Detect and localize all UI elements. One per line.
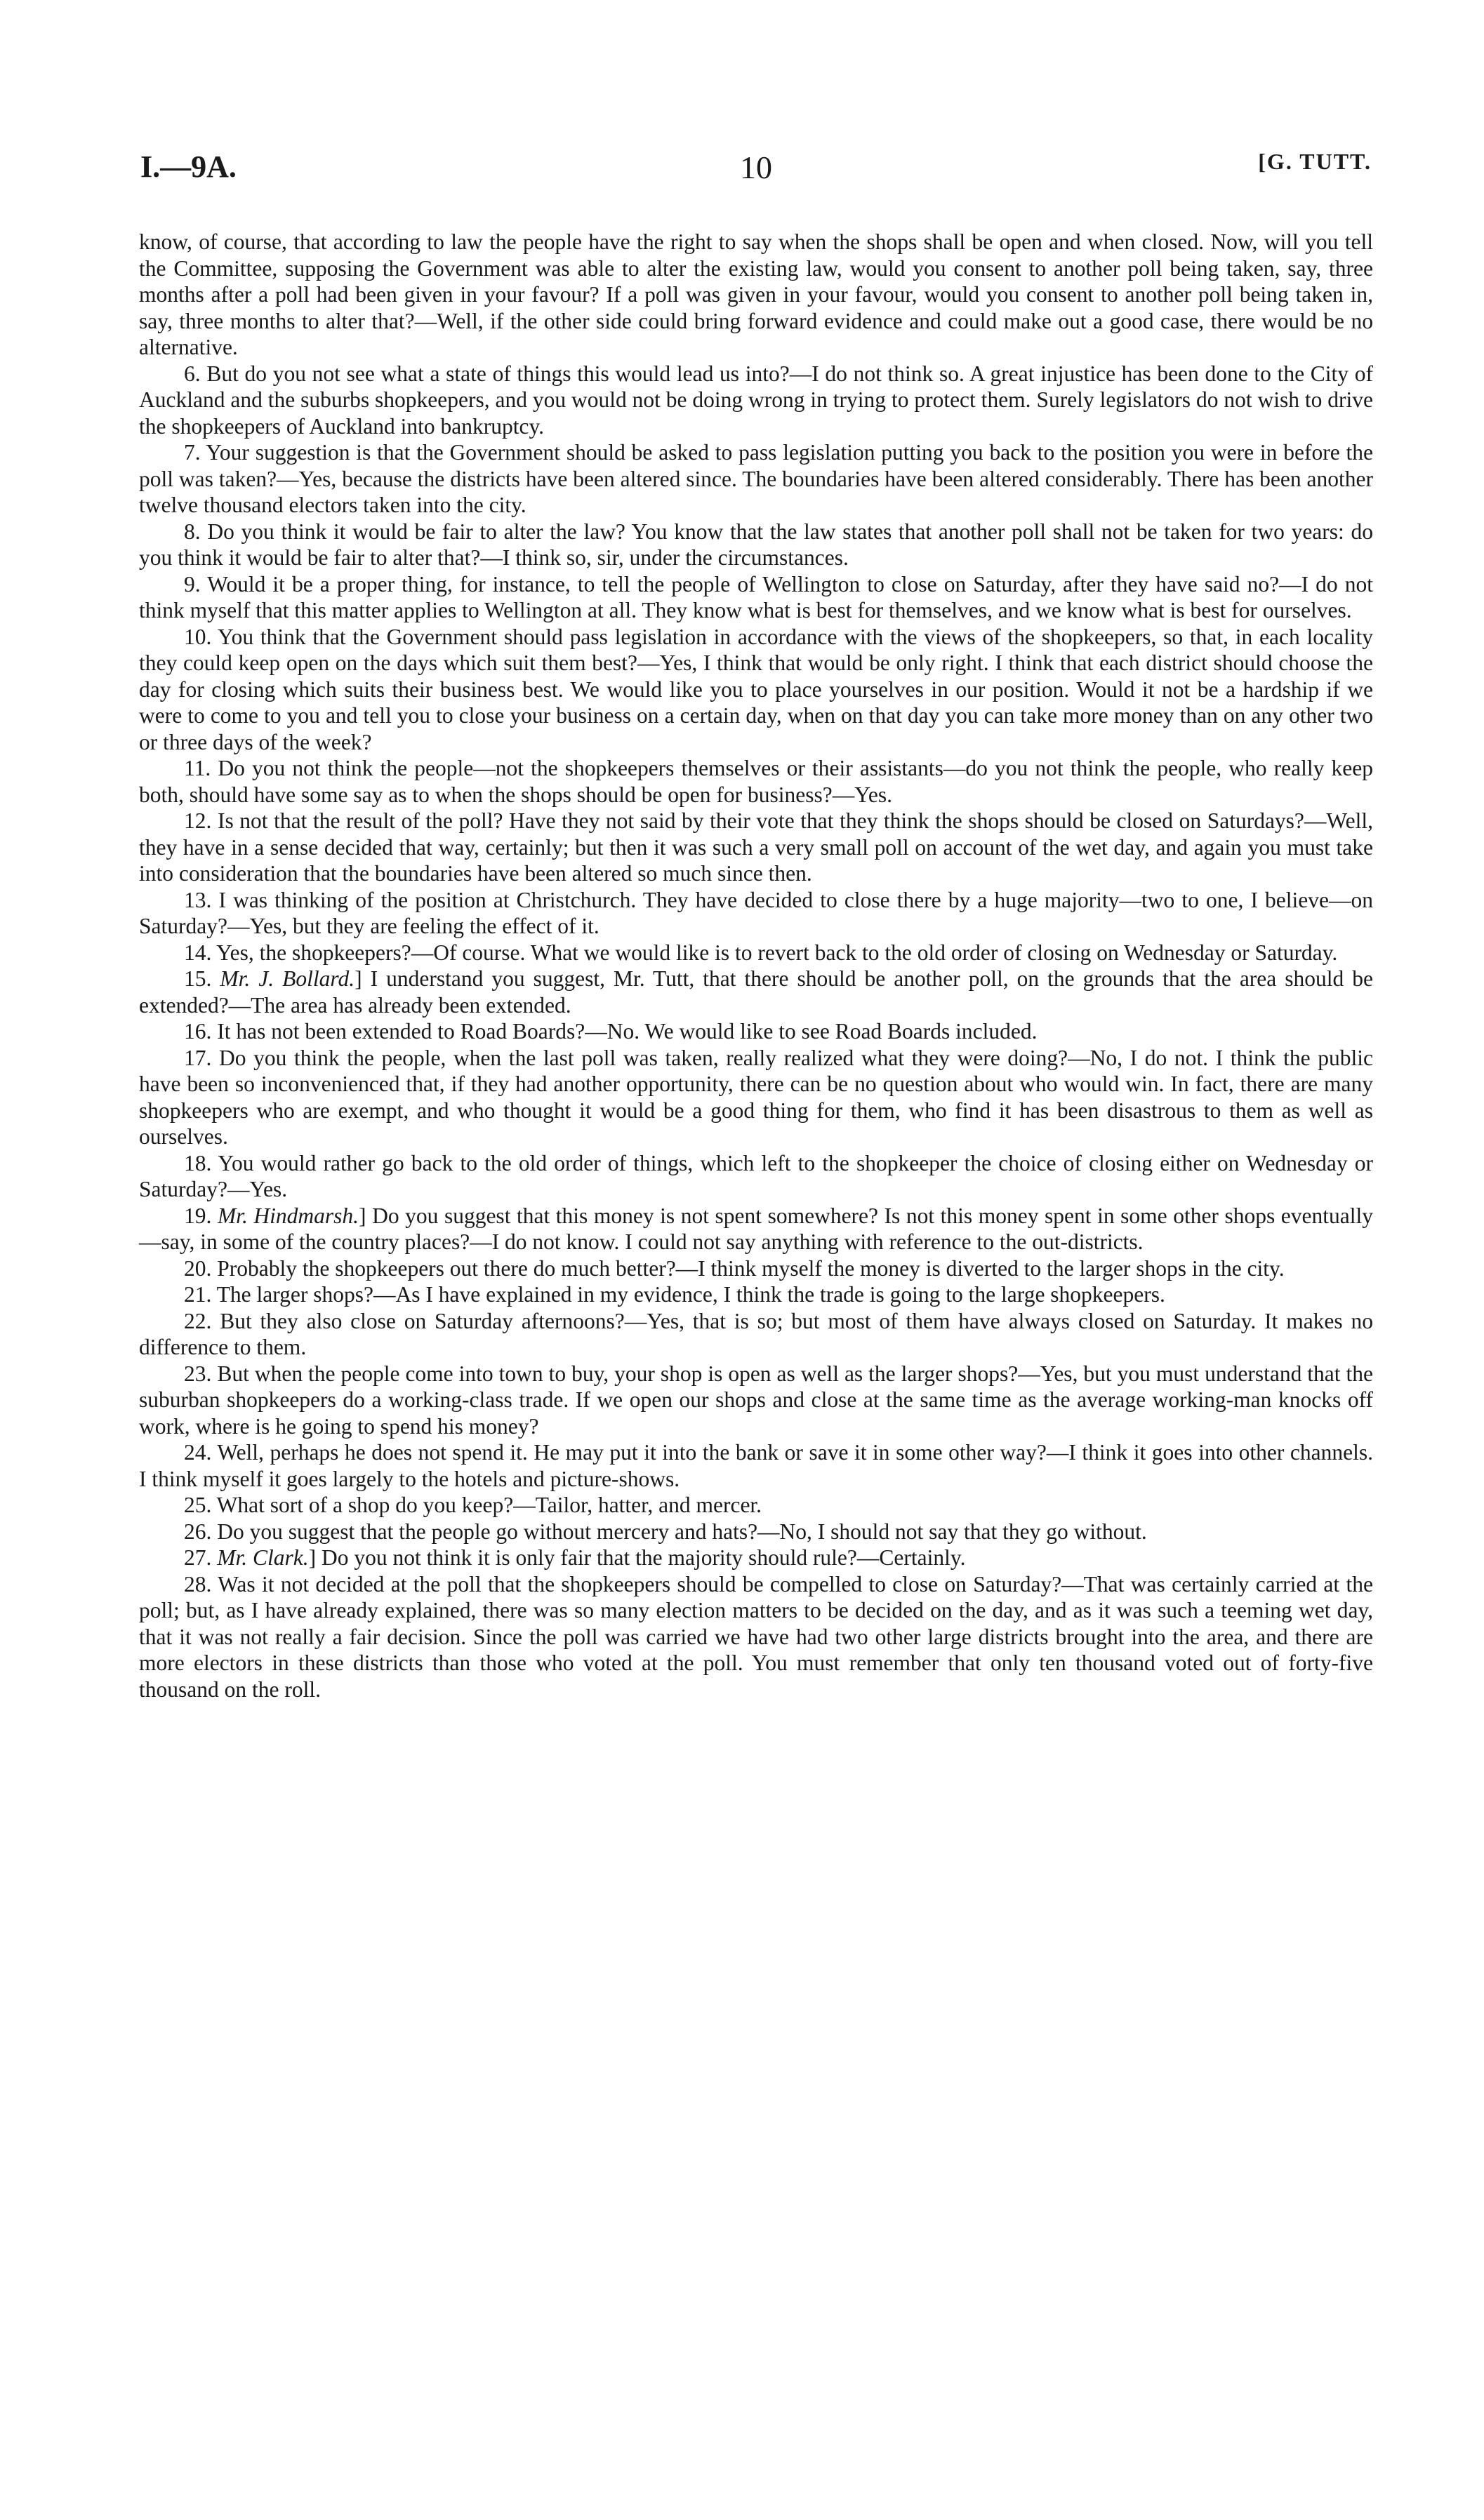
paragraph: 28. Was it not decided at the poll that the shopkeepers should be compelled to close on Saturday?—That was certainly carried at the poll; but, as I have already explained, there was so many election matters to be decided on the day, and as it was such a teeming wet day, that it was not really a fair decision. Since the poll was carried we have had two other large districts brought into the area, and there are more electors in these districts than those who voted at the poll. You must remember that only ten thousand voted out of forty-five thousand on the roll.: [139, 1571, 1373, 1702]
paragraph: 20. Probably the shopkeepers out there do much better?—I think myself the money is diverted to the larger shops in the city.: [184, 1255, 1285, 1281]
paragraph: 18. You would rather go back to the old order of things, which left to the shopkeeper the choice of closing either on Wednesday or Saturday?—Yes.: [139, 1150, 1373, 1201]
paragraph: 16. It has not been extended to Road Boards?—No. We would like to see Road Boards included.: [184, 1019, 1038, 1044]
paragraph: 9. Would it be a proper thing, for instance, to tell the people of Wellington to close on Saturday, after they have said no?—I do not think myself that this matter applies to Wellington at all. They know what is best for themselves, and we know what is best for ourselves.: [139, 571, 1373, 622]
paragraph: 17. Do you think the people, when the last poll was taken, really realized what they were doing?—No, I do not. I think the public have been so inconvenienced that, if they had another opportunity, there can be no question about who would win. In fact, there are many shopkeepers who are exempt, and who thought it would be a good thing for them, who find it has been disastrous to them as well as ourselves.: [139, 1045, 1373, 1149]
paragraph: 6. But do you not see what a state of things this would lead us into?—I do not think so. A great injustice has been done to the City of Auckland and the suburbs shopkeepers, and you would not be doing wrong in trying to protect them. Surely legislators do not wish to drive the shopkeepers of Auckland into bankruptcy.: [139, 361, 1373, 439]
paragraph: 24. Well, perhaps he does not spend it. He may put it into the bank or save it in some other way?—I think it goes into other channels. I think myself it goes largely to the hotels and picture-shows.: [139, 1440, 1373, 1491]
paragraph: 25. What sort of a shop do you keep?—Tailor, hatter, and mercer.: [184, 1493, 762, 1517]
paragraph: 15. Mr. J. Bollard.] I understand you suggest, Mr. Tutt, that there should be another poll, on the grounds that the area should be extended?—The area has already been extended.: [139, 966, 1374, 1018]
paper-reference: I.—9A.: [140, 149, 237, 184]
page-number: 10: [740, 149, 772, 185]
paragraph: 19. Mr. Hindmarsh.] Do you suggest that this money is not spent somewhere? Is not this money spent in some other shops eventually—say, in some of the country places?—I do not know. I could not say anything with reference to the out-districts.: [139, 1203, 1374, 1254]
page-body: [139, 229, 1373, 1702]
paragraph: 10. You think that the Government should pass legislation in accordance with the views of the shopkeepers, so that, in each locality they could keep open on the days which suit them best?—Yes, I think that would be only right. I think that each district should choose the day for closing which suits their business best. We would like you to place yourselves in our position. Would it not be a hardship if we were to come to you and tell you to close your business on a certain day, when on that day you can take more money than on any other two or three days of the week?: [139, 624, 1373, 754]
paragraph: 13. I was thinking of the position at Christchurch. They have decided to close there by a huge majority—two to one, I believe—on Saturday?—Yes, but they are feeling the effect of it.: [139, 887, 1373, 938]
paragraph: 7. Your suggestion is that the Government should be asked to pass legislation putting you back to the position you were in before the poll was taken?—Yes, because the districts have been altered since. The boundaries have been altered considerably. There has been another twelve thousand electors taken into the city.: [139, 440, 1373, 517]
paragraph: 21. The larger shops?—As I have explained in my evidence, I think the trade is going to the large shopkeepers.: [184, 1282, 1165, 1307]
paragraph: 27. Mr. Clark.] Do you not think it is only fair that the majority should rule?—Certainly.: [184, 1545, 966, 1570]
paragraph: 8. Do you think it would be fair to alter the law? You know that the law states that another poll shall not be taken for two years: do you think it would be fair to alter that?—I think so, sir, under the circumstances.: [139, 519, 1373, 570]
member-name: Mr. Hindmarsh.: [217, 1203, 359, 1228]
paragraph: 14. Yes, the shopkeepers?—Of course. What we would like is to revert back to the old order of closing on Wednesday or Saturday.: [184, 940, 1338, 965]
paragraph: 11. Do you not think the people—not the shopkeepers themselves or their assistants—do you not think the people, who really keep both, should have some say as to when the shops should be open for business?—Yes.: [139, 756, 1373, 807]
paragraph: 26. Do you suggest that the people go without mercery and hats?—No, I should not say that they go without.: [184, 1519, 1147, 1544]
paragraph: 12. Is not that the result of the poll? Have they not said by their vote that they think the shops should be closed on Saturdays?—Well, they have in a sense decided that way, certainly; but then it was such a very small poll on account of the wet day, and again you must take into consideration that the boundaries have been altered so much since then.: [139, 808, 1373, 886]
paragraph: 22. But they also close on Saturday afternoons?—Yes, that is so; but most of them have always closed on Saturday. It makes no difference to them.: [139, 1308, 1373, 1359]
member-name: Mr. Clark.: [217, 1545, 309, 1570]
page-header: [140, 149, 1372, 191]
member-name: Mr. J. Bollard.: [220, 966, 355, 991]
paragraph: 23. But when the people come into town to buy, your shop is open as well as the larger shops?—Yes, but you must understand that the suburban shopkeepers do a working-class trade. If we open our shops and close at the same time as the average working-man knocks off work, where is he going to spend his money?: [139, 1361, 1373, 1439]
paragraph: know, of course, that according to law the people have the right to say when the shops shall be open and when closed. Now, will you tell the Committee, supposing the Government was able to alter the existing law, would you consent to another poll being taken, say, three months after a poll had been given in your favour? If a poll was given in your favour, would you consent to another poll being taken in, say, three months to alter that?—Well, if the other side could bring forward evidence and could make out a good case, there would be no alternative.: [139, 229, 1373, 359]
witness-name: [G. TUTT.: [1258, 149, 1372, 174]
